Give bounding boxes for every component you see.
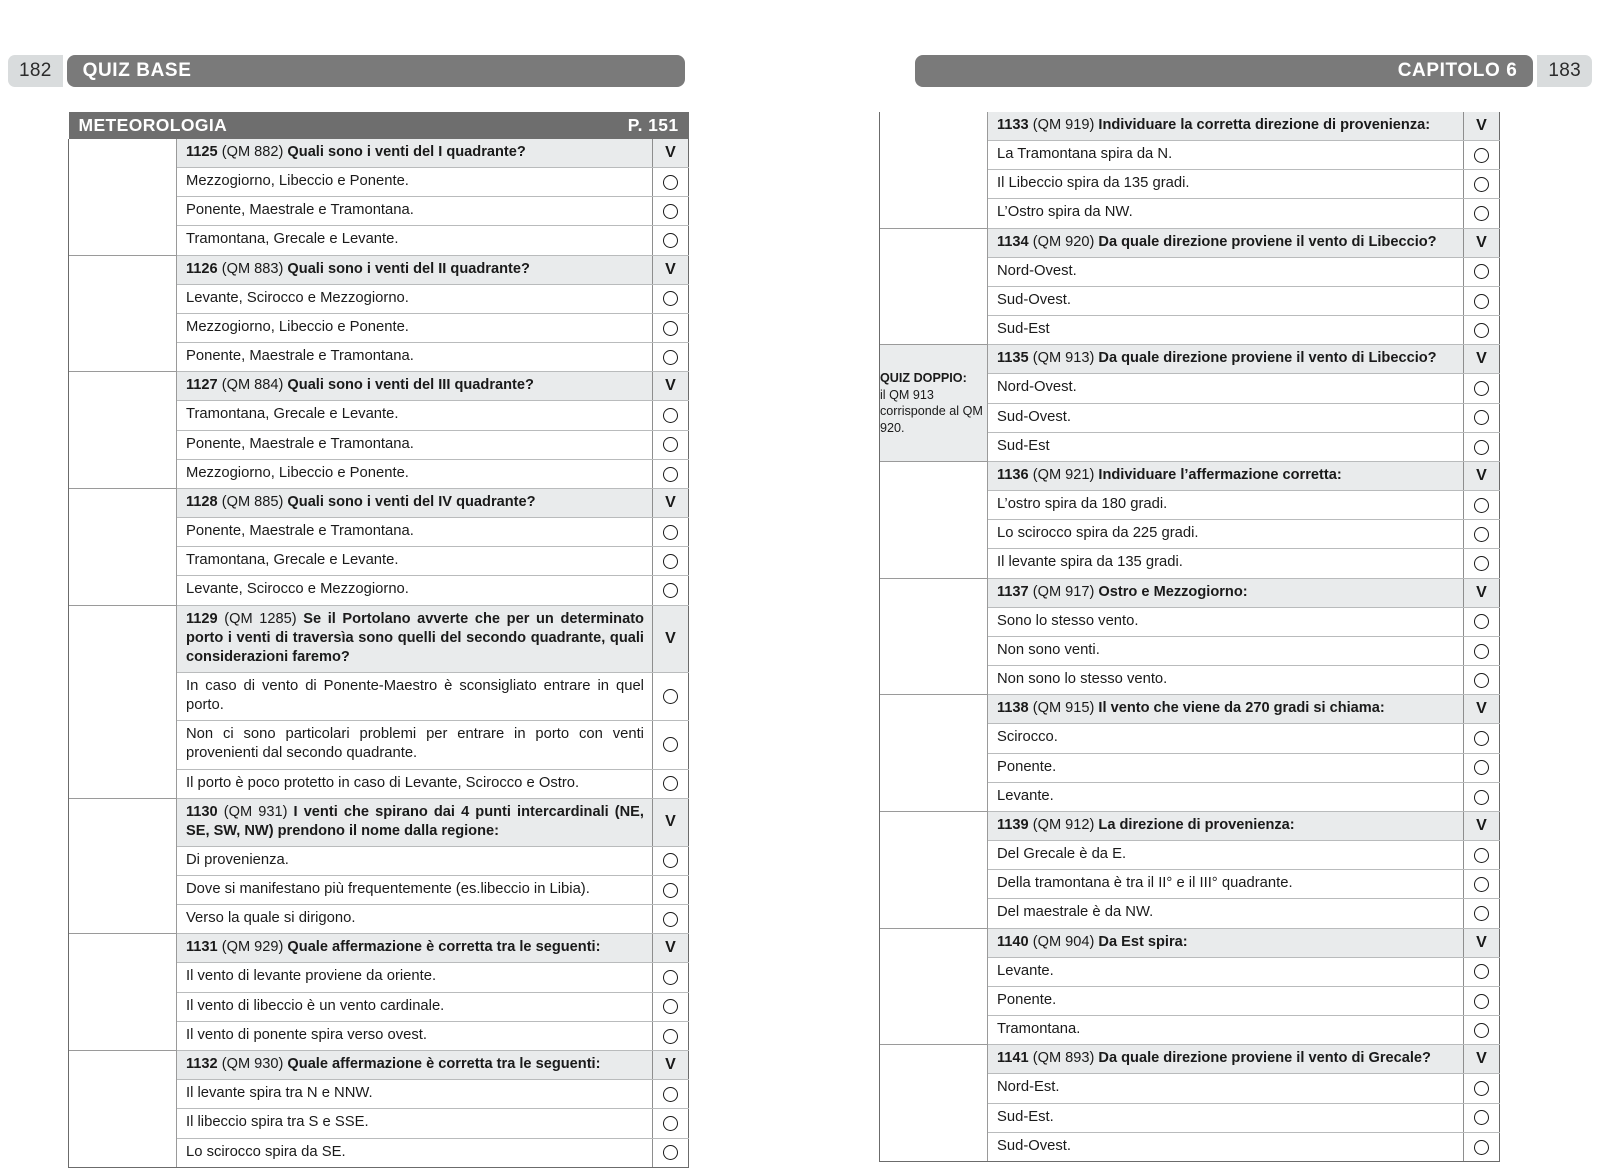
answer-circle-icon[interactable] (1474, 644, 1489, 659)
correct-answer-marker: V (652, 798, 688, 846)
answer-circle-icon[interactable] (1474, 264, 1489, 279)
answer-checkbox-cell[interactable] (652, 343, 688, 372)
correct-answer-marker: V (1464, 345, 1500, 374)
question-body: Il vento che viene da 270 gradi si chiama: (1098, 700, 1385, 717)
correct-answer-marker: V (1464, 112, 1500, 140)
answer-checkbox-cell[interactable] (652, 197, 688, 226)
correct-answer-marker: V (1464, 812, 1500, 841)
answer-text: Tramontana, Grecale e Levante. (177, 226, 653, 255)
answer-text: Sud-Ovest. (988, 1132, 1464, 1161)
answer-circle-icon[interactable] (1474, 760, 1489, 775)
answer-circle-icon[interactable] (1474, 994, 1489, 1009)
question-body: I venti che spirano dai 4 punti intercardinali (NE, SE, SW, NW) prendono il nome dalla regione: (186, 803, 644, 839)
answer-circle-icon[interactable] (663, 970, 678, 985)
question-body: Da quale direzione proviene il vento di Libeccio? (1098, 233, 1437, 250)
question-qm-code: (QM 915) (1028, 700, 1099, 717)
question-number: 1135 (997, 350, 1029, 367)
answer-text: Sud-Ovest. (988, 286, 1464, 315)
answer-text: Della tramontana è tra il II° e il III° quadrante. (988, 870, 1464, 899)
question-text (988, 578, 1464, 607)
question-body: Quali sono i venti del IV quadrante? (287, 494, 536, 511)
answer-text: Levante. (988, 957, 1464, 986)
answer-circle-icon[interactable] (1474, 440, 1489, 455)
question-text (177, 798, 653, 846)
answer-text: Sud-Est (988, 432, 1464, 461)
note-cell (880, 578, 988, 695)
answer-text: Ponente. (988, 753, 1464, 782)
answer-checkbox-cell[interactable] (1464, 170, 1500, 199)
answer-circle-icon[interactable] (1474, 906, 1489, 921)
question-body: Quale affermazione è corretta tra le seguenti: (287, 939, 601, 956)
answer-checkbox-cell[interactable] (1464, 520, 1500, 549)
answer-text: Ponente, Maestrale e Tramontana. (177, 197, 653, 226)
answer-checkbox-cell[interactable] (1464, 782, 1500, 811)
answer-checkbox-cell[interactable] (1464, 403, 1500, 432)
note-cell (880, 228, 988, 345)
answer-circle-icon[interactable] (1474, 527, 1489, 542)
answer-checkbox-cell[interactable] (652, 313, 688, 342)
answer-checkbox-cell[interactable] (652, 769, 688, 798)
answer-text: In caso di vento di Ponente-Maestro è sconsigliato entrare in quel porto. (177, 672, 653, 720)
answer-text: Mezzogiorno, Libeccio e Ponente. (177, 459, 653, 488)
answer-checkbox-cell[interactable] (1464, 549, 1500, 578)
answer-checkbox-cell[interactable] (652, 672, 688, 720)
question-number: 1132 (186, 1056, 218, 1073)
answer-text: Il vento di ponente spira verso ovest. (177, 1021, 653, 1050)
page-left (0, 0, 800, 1160)
question-qm-code: (QM 884) (217, 377, 288, 394)
answer-circle-icon[interactable] (663, 204, 678, 219)
answer-checkbox-cell[interactable] (1464, 286, 1500, 315)
answer-circle-icon[interactable] (663, 437, 678, 452)
question-row (69, 372, 689, 401)
answer-text: Il libeccio spira tra S e SSE. (177, 1109, 653, 1138)
answer-text: Tramontana. (988, 1016, 1464, 1045)
question-row (880, 812, 1500, 841)
answer-circle-icon[interactable] (663, 525, 678, 540)
correct-answer-marker: V (1464, 695, 1500, 724)
question-row (880, 928, 1500, 957)
folio-number-left: 182 (8, 55, 63, 87)
question-body: Ostro e Mezzogiorno: (1098, 583, 1248, 600)
quiz-table-right (879, 112, 1500, 1162)
answer-text: Non sono lo stesso vento. (988, 666, 1464, 695)
correct-answer-marker: V (652, 139, 688, 167)
answer-circle-icon[interactable] (1474, 498, 1489, 513)
answer-circle-icon[interactable] (663, 853, 678, 868)
question-row (880, 462, 1500, 491)
answer-circle-icon[interactable] (663, 321, 678, 336)
answer-checkbox-cell[interactable] (1464, 490, 1500, 519)
question-text (177, 139, 653, 167)
answer-checkbox-cell[interactable] (1464, 666, 1500, 695)
question-body: La direzione di provenienza: (1098, 817, 1295, 834)
question-text (988, 112, 1464, 140)
correct-answer-marker: V (1464, 1045, 1500, 1074)
section-title: METEOROLOGIA (78, 115, 228, 135)
answer-circle-icon[interactable] (663, 776, 678, 791)
answer-circle-icon[interactable] (1474, 1023, 1489, 1038)
question-text (988, 928, 1464, 957)
answer-circle-icon[interactable] (663, 291, 678, 306)
correct-answer-marker: V (1464, 928, 1500, 957)
question-body: Da Est spira: (1098, 933, 1188, 950)
page-right (800, 0, 1600, 1154)
answer-circle-icon[interactable] (663, 1145, 678, 1160)
answer-text: Scirocco. (988, 724, 1464, 753)
question-number: 1125 (186, 144, 218, 160)
answer-circle-icon[interactable] (1474, 294, 1489, 309)
answer-text: Ponente. (988, 986, 1464, 1015)
answer-text: Il porto è poco protetto in caso di Levante, Scirocco e Ostro. (177, 769, 653, 798)
answer-text: Mezzogiorno, Libeccio e Ponente. (177, 313, 653, 342)
question-row (69, 1051, 689, 1080)
answer-checkbox-cell[interactable] (1464, 1074, 1500, 1103)
question-row (69, 139, 689, 167)
note-cell (69, 255, 177, 372)
answer-circle-icon[interactable] (1474, 848, 1489, 863)
question-text (988, 695, 1464, 724)
answer-text: Levante, Scirocco e Mezzogiorno. (177, 284, 653, 313)
answer-circle-icon[interactable] (663, 467, 678, 482)
note-cell (880, 462, 988, 579)
note-body: il QM 913 corrisponde al QM 920. (880, 387, 983, 435)
correct-answer-marker: V (652, 372, 688, 401)
question-row (69, 798, 689, 846)
answer-text: Nord-Ovest. (988, 374, 1464, 403)
correct-answer-marker: V (652, 934, 688, 963)
answer-text: Sud-Est. (988, 1103, 1464, 1132)
correct-answer-marker: V (652, 255, 688, 284)
answer-circle-icon[interactable] (663, 1087, 678, 1102)
section-header-cell (69, 112, 689, 139)
question-qm-code: (QM 921) (1028, 467, 1099, 484)
answer-circle-icon[interactable] (663, 912, 678, 927)
answer-text: L’Ostro spira da NW. (988, 199, 1464, 228)
answer-checkbox-cell[interactable] (1464, 374, 1500, 403)
question-body: Se il Portolano avverte che per un determinato porto i venti di traversìa sono quelli del secondo quadrante, quali considerazioni faremo? (186, 610, 644, 665)
question-qm-code: (QM 904) (1028, 933, 1099, 950)
folio-number-right: 183 (1537, 55, 1592, 87)
question-row (880, 695, 1500, 724)
answer-circle-icon[interactable] (1474, 177, 1489, 192)
question-number: 1131 (186, 939, 218, 956)
answer-circle-icon[interactable] (1474, 790, 1489, 805)
question-number: 1136 (997, 467, 1029, 484)
question-body: Da quale direzione proviene il vento di Grecale? (1098, 1050, 1431, 1067)
question-row (69, 489, 689, 518)
question-qm-code: (QM 883) (217, 260, 288, 277)
answer-checkbox-cell[interactable] (652, 875, 688, 904)
question-qm-code: (QM 920) (1028, 233, 1099, 250)
correct-answer-marker: V (1464, 578, 1500, 607)
correct-answer-marker: V (1464, 228, 1500, 257)
question-number: 1139 (997, 817, 1029, 834)
answer-checkbox-cell[interactable] (652, 905, 688, 934)
note-cell (69, 934, 177, 1051)
section-page-reference: P. 151 (627, 115, 679, 135)
question-row (880, 112, 1500, 140)
answer-checkbox-cell[interactable] (1464, 870, 1500, 899)
answer-circle-icon[interactable] (1474, 731, 1489, 746)
answer-text: Del maestrale è da NW. (988, 899, 1464, 928)
question-text (177, 1051, 653, 1080)
question-qm-code: (QM 1285) (217, 610, 304, 627)
answer-checkbox-cell[interactable] (652, 401, 688, 430)
answer-text: Il levante spira tra N e NNW. (177, 1080, 653, 1109)
answer-checkbox-cell[interactable] (1464, 724, 1500, 753)
answer-text: Sono lo stesso vento. (988, 607, 1464, 636)
running-head-right (915, 55, 1592, 87)
answer-text: Il vento di libeccio è un vento cardinale. (177, 992, 653, 1021)
answer-text: Lo scirocco spira da 225 gradi. (988, 520, 1464, 549)
answer-circle-icon[interactable] (1474, 206, 1489, 221)
question-qm-code: (QM 912) (1028, 817, 1099, 834)
question-number: 1129 (186, 610, 218, 627)
answer-text: Ponente, Maestrale e Tramontana. (177, 343, 653, 372)
answer-circle-icon[interactable] (663, 583, 678, 598)
note-cell (69, 605, 177, 798)
answer-circle-icon[interactable] (1474, 673, 1489, 688)
answer-text: Di provenienza. (177, 846, 653, 875)
note-cell (880, 112, 988, 228)
question-body: Quali sono i venti del II quadrante? (287, 260, 530, 277)
question-qm-code: (QM 917) (1028, 583, 1099, 600)
answer-checkbox-cell[interactable] (652, 1021, 688, 1050)
question-qm-code: (QM 913) (1028, 350, 1099, 367)
answer-checkbox-cell[interactable] (652, 284, 688, 313)
answer-checkbox-cell[interactable] (1464, 140, 1500, 169)
running-head-left (8, 55, 685, 87)
question-number: 1134 (997, 233, 1029, 250)
answer-circle-icon[interactable] (663, 737, 678, 752)
answer-circle-icon[interactable] (1474, 877, 1489, 892)
answer-checkbox-cell[interactable] (652, 1080, 688, 1109)
note-cell (69, 1051, 177, 1168)
question-number: 1126 (186, 260, 218, 277)
question-body: Quali sono i venti del III quadrante? (287, 377, 534, 394)
answer-text: L’ostro spira da 180 gradi. (988, 490, 1464, 519)
answer-checkbox-cell[interactable] (1464, 753, 1500, 782)
answer-checkbox-cell[interactable] (652, 1138, 688, 1167)
answer-circle-icon[interactable] (663, 999, 678, 1014)
question-qm-code: (QM 931) (217, 803, 294, 820)
answer-circle-icon[interactable] (663, 1116, 678, 1131)
answer-checkbox-cell[interactable] (1464, 636, 1500, 665)
answer-checkbox-cell[interactable] (652, 1109, 688, 1138)
question-number: 1140 (997, 933, 1029, 950)
question-row (69, 255, 689, 284)
answer-text: Dove si manifestano più frequentemente (es.libeccio in Libia). (177, 875, 653, 904)
question-number: 1130 (186, 803, 218, 820)
note-cell (880, 695, 988, 812)
correct-answer-marker: V (1464, 462, 1500, 491)
answer-checkbox-cell[interactable] (1464, 607, 1500, 636)
note-title: QUIZ DOPPIO: (880, 370, 967, 385)
question-body: Quale affermazione è corretta tra le seguenti: (287, 1056, 601, 1073)
answer-checkbox-cell[interactable] (1464, 899, 1500, 928)
answer-checkbox-cell[interactable] (1464, 257, 1500, 286)
answer-text: Nord-Ovest. (988, 257, 1464, 286)
answer-checkbox-cell[interactable] (652, 547, 688, 576)
question-text (988, 345, 1464, 374)
question-row (880, 1045, 1500, 1074)
question-qm-code: (QM 930) (217, 1056, 288, 1073)
answer-circle-icon[interactable] (663, 408, 678, 423)
answer-text: Lo scirocco spira da SE. (177, 1138, 653, 1167)
note-cell (880, 812, 988, 929)
question-text (177, 489, 653, 518)
note-cell (69, 139, 177, 255)
question-text (177, 372, 653, 401)
answer-circle-icon[interactable] (663, 554, 678, 569)
question-qm-code: (QM 885) (217, 494, 288, 511)
note-cell (880, 1045, 988, 1162)
question-body: Individuare l’affermazione corretta: (1098, 467, 1342, 484)
answer-checkbox-cell[interactable] (652, 167, 688, 196)
answer-checkbox-cell[interactable] (652, 721, 688, 769)
answer-text: Il levante spira da 135 gradi. (988, 549, 1464, 578)
question-text (988, 228, 1464, 257)
note-cell (69, 372, 177, 489)
answer-text: Tramontana, Grecale e Levante. (177, 401, 653, 430)
answer-checkbox-cell[interactable] (652, 963, 688, 992)
question-text (988, 462, 1464, 491)
answer-text: Levante. (988, 782, 1464, 811)
answer-text: Sud-Est (988, 316, 1464, 345)
answer-text: Ponente, Maestrale e Tramontana. (177, 430, 653, 459)
answer-circle-icon[interactable] (1474, 381, 1489, 396)
answer-checkbox-cell[interactable] (652, 517, 688, 546)
question-row (69, 605, 689, 672)
section-header-row (69, 112, 689, 139)
question-qm-code: (QM 919) (1028, 117, 1099, 133)
answer-circle-icon[interactable] (1474, 148, 1489, 163)
answer-checkbox-cell[interactable] (1464, 986, 1500, 1015)
answer-text: Il vento di levante proviene da oriente. (177, 963, 653, 992)
answer-circle-icon[interactable] (1474, 964, 1489, 979)
question-number: 1127 (186, 377, 218, 394)
answer-checkbox-cell[interactable] (1464, 841, 1500, 870)
answer-text: Ponente, Maestrale e Tramontana. (177, 517, 653, 546)
answer-circle-icon[interactable] (663, 350, 678, 365)
answer-circle-icon[interactable] (1474, 410, 1489, 425)
answer-circle-icon[interactable] (663, 689, 678, 704)
question-qm-code: (QM 882) (217, 144, 288, 160)
answer-circle-icon[interactable] (1474, 614, 1489, 629)
answer-checkbox-cell[interactable] (652, 992, 688, 1021)
answer-checkbox-cell[interactable] (652, 846, 688, 875)
question-qm-code: (QM 929) (217, 939, 288, 956)
answer-checkbox-cell[interactable] (652, 226, 688, 255)
answer-checkbox-cell[interactable] (1464, 316, 1500, 345)
question-body: Quali sono i venti del I quadrante? (287, 144, 526, 160)
question-body: Individuare la corretta direzione di provenienza: (1098, 117, 1431, 133)
correct-answer-marker: V (652, 605, 688, 672)
note-cell (69, 798, 177, 934)
answer-text: Mezzogiorno, Libeccio e Ponente. (177, 167, 653, 196)
note-cell (880, 345, 988, 462)
answer-circle-icon[interactable] (1474, 1081, 1489, 1096)
answer-circle-icon[interactable] (1474, 1110, 1489, 1125)
answer-text: Non sono venti. (988, 636, 1464, 665)
question-row (880, 578, 1500, 607)
question-text (177, 605, 653, 672)
quiz-table-left (68, 112, 689, 1168)
correct-answer-marker: V (652, 1051, 688, 1080)
answer-circle-icon[interactable] (663, 233, 678, 248)
answer-checkbox-cell[interactable] (652, 459, 688, 488)
answer-text: Il Libeccio spira da 135 gradi. (988, 170, 1464, 199)
answer-circle-icon[interactable] (663, 883, 678, 898)
answer-checkbox-cell[interactable] (652, 430, 688, 459)
question-number: 1138 (997, 700, 1029, 717)
answer-circle-icon[interactable] (1474, 323, 1489, 338)
question-text (988, 812, 1464, 841)
answer-circle-icon[interactable] (1474, 556, 1489, 571)
question-row (69, 934, 689, 963)
question-text (177, 934, 653, 963)
question-text (988, 1045, 1464, 1074)
question-number: 1133 (997, 117, 1029, 133)
question-number: 1141 (997, 1050, 1029, 1067)
answer-text: Levante, Scirocco e Mezzogiorno. (177, 576, 653, 605)
answer-checkbox-cell[interactable] (1464, 432, 1500, 461)
note-cell (880, 928, 988, 1045)
question-body: Da quale direzione proviene il vento di Libeccio? (1098, 350, 1437, 367)
answer-text: Del Grecale è da E. (988, 841, 1464, 870)
answer-checkbox-cell[interactable] (1464, 957, 1500, 986)
correct-answer-marker: V (652, 489, 688, 518)
answer-circle-icon[interactable] (1474, 1140, 1489, 1155)
question-row (880, 345, 1500, 374)
running-head-title-left: QUIZ BASE (67, 55, 685, 87)
answer-text: Verso la quale si dirigono. (177, 905, 653, 934)
answer-checkbox-cell[interactable] (1464, 199, 1500, 228)
note-cell (69, 489, 177, 606)
question-qm-code: (QM 893) (1028, 1050, 1099, 1067)
question-text (177, 255, 653, 284)
answer-checkbox-cell[interactable] (1464, 1016, 1500, 1045)
answer-text: Non ci sono particolari problemi per entrare in porto con venti provenienti dal secondo quadrante. (177, 721, 653, 769)
answer-checkbox-cell[interactable] (1464, 1103, 1500, 1132)
answer-text: Sud-Ovest. (988, 403, 1464, 432)
answer-checkbox-cell[interactable] (652, 576, 688, 605)
answer-text: Nord-Est. (988, 1074, 1464, 1103)
answer-circle-icon[interactable] (663, 175, 678, 190)
question-number: 1137 (997, 583, 1029, 600)
answer-text: La Tramontana spira da N. (988, 140, 1464, 169)
question-number: 1128 (186, 494, 218, 511)
answer-circle-icon[interactable] (663, 1029, 678, 1044)
running-head-title-right: CAPITOLO 6 (915, 55, 1533, 87)
question-row (880, 228, 1500, 257)
answer-text: Tramontana, Grecale e Levante. (177, 547, 653, 576)
